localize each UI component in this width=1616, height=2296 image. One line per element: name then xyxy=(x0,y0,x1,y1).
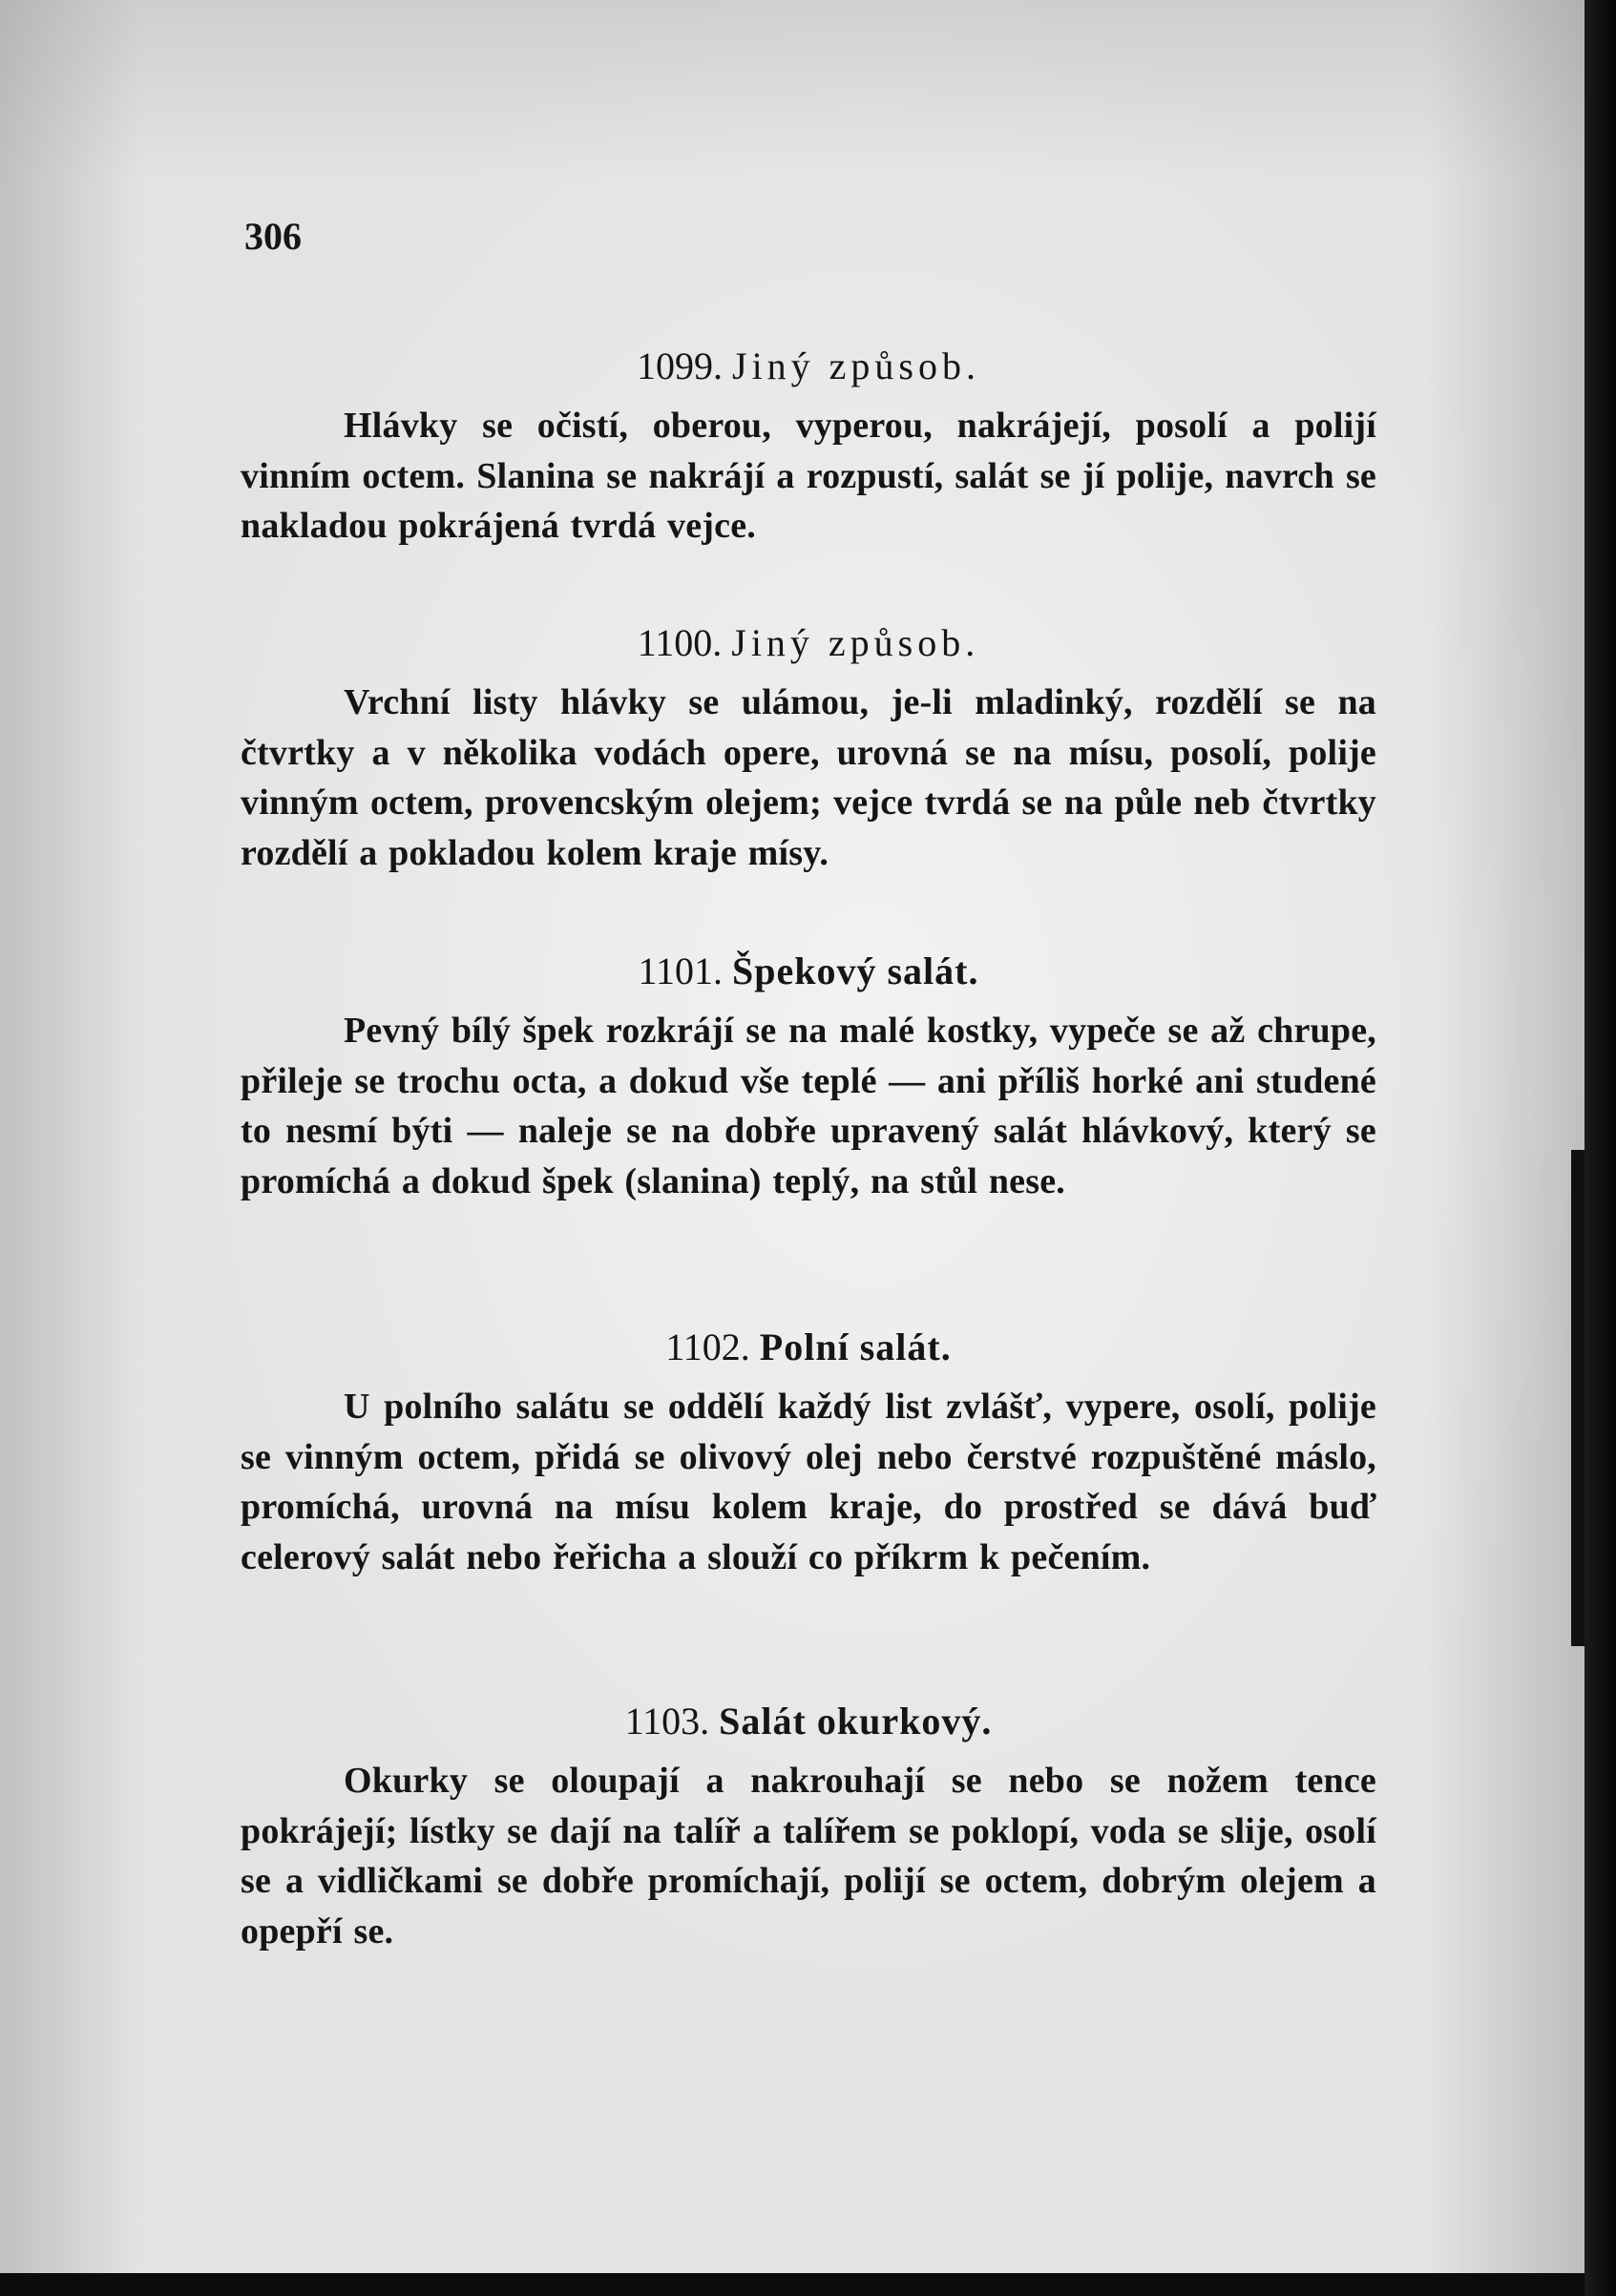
recipe-heading xyxy=(241,340,1376,393)
recipe-heading xyxy=(241,1695,1376,1748)
recipe-text: Hlávky se očistí, oberou, vyperou, nakrájejí, posolí a polijí vinním octem. Slanina se nakrájí a rozpustí, salát se jí polije, navrch se nakladou pokrájená tvrdá vejce. xyxy=(241,406,1376,546)
recipe-heading xyxy=(241,945,1376,998)
recipe-text: Okurky se oloupají a nakrouhají se nebo se nožem tence pokrájejí; lístky se dají na talíř a talířem se poklopí, voda se slije, osolí se a vidličkami se dobře promíchají, polijí se octem, dobrým olejem a opepří se. xyxy=(241,1761,1376,1952)
recipe-heading xyxy=(241,616,1376,670)
recipe-title: Polní salát. xyxy=(759,1325,952,1368)
recipe-text: Vrchní listy hlávky se ulámou, je-li mladinký, rozdělí se na čtvrtky a v několika vodách opere, urovná se na mísu, posolí, polije vinným octem, provencským olejem; vejce tvrdá se na půle neb čtvrtky rozdělí a pokladou kolem kraje mísy. xyxy=(241,682,1376,873)
recipe-number: 1102. xyxy=(665,1325,750,1368)
scan-edge xyxy=(1585,0,1616,2296)
recipe-number: 1103. xyxy=(624,1700,710,1743)
recipe-entry xyxy=(241,945,1376,1206)
recipe-title: Jiný způsob. xyxy=(731,621,980,664)
recipe-number: 1101. xyxy=(638,950,723,992)
recipe-title: Špekový salát. xyxy=(732,950,979,992)
recipe-number: 1099. xyxy=(637,344,723,387)
recipe-title: Salát okurkový. xyxy=(719,1700,993,1743)
recipe-heading xyxy=(241,1321,1376,1374)
recipe-entry xyxy=(241,1321,1376,1582)
recipe-title: Jiný způsob. xyxy=(732,344,980,387)
recipe-text: U polního salátu se oddělí každý list zvlášť, vypere, osolí, polije se vinným octem, přidá se olivový olej nebo čerstvé rozpuštěné máslo, promíchá, urovná na mísu kolem kraje, do prostřed se dává buď celerový salát nebo řeřicha a slouží co příkrm k pečením. xyxy=(241,1387,1376,1577)
recipe-text: Pevný bílý špek rozkrájí se na malé kostky, vypeče se až chrupe, přileje se trochu octa, a dokud vše teplé — ani příliš horké ani studené to nesmí býti — naleje se na dobře upravený salát hlávkový, který se promíchá a dokud špek (slanina) teplý, na stůl nese. xyxy=(241,1011,1376,1201)
recipe-entry xyxy=(241,340,1376,552)
binding-shadow xyxy=(1571,1150,1585,1646)
page-number: 306 xyxy=(244,215,302,258)
recipe-entry xyxy=(241,616,1376,878)
recipe-number: 1100. xyxy=(637,621,723,664)
recipe-entry xyxy=(241,1695,1376,1956)
